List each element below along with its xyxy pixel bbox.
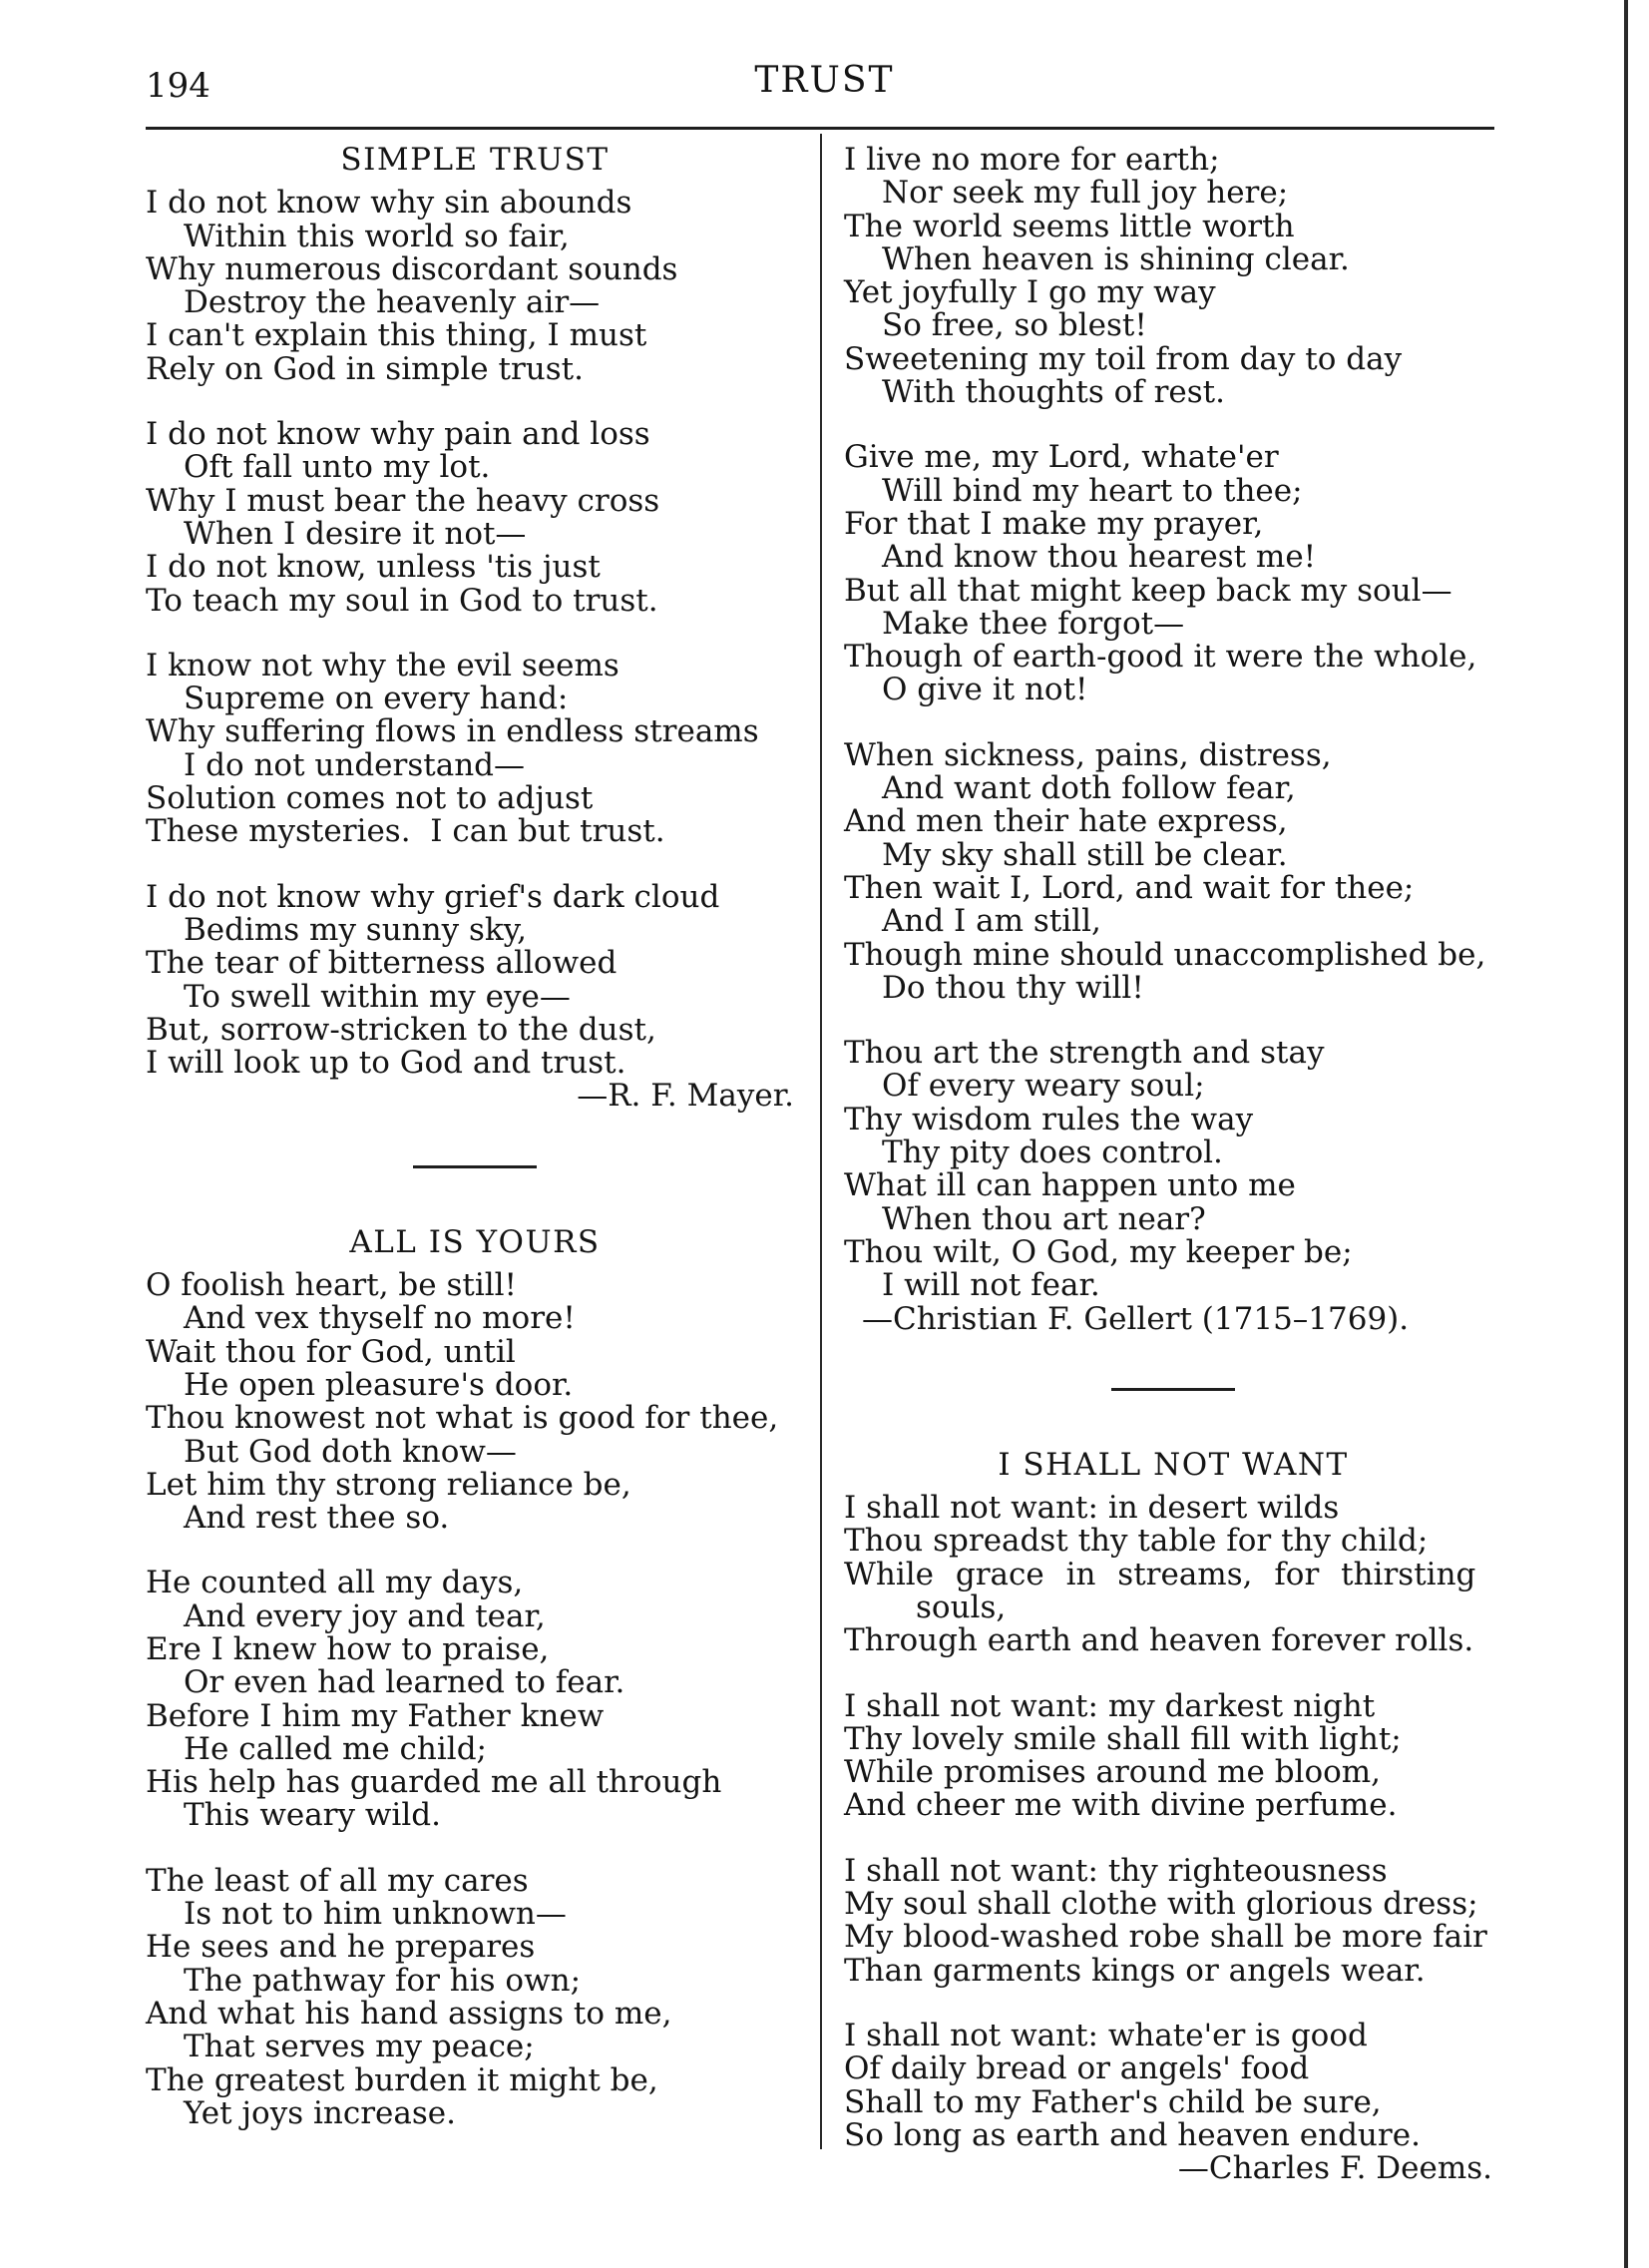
running-head: TRUST xyxy=(754,60,895,101)
verse-line: So free, so blest! xyxy=(882,307,1147,344)
attribution: —R. F. Mayer. xyxy=(577,1078,794,1115)
verse-line: Is not to him unknown— xyxy=(184,1896,567,1933)
verse-line: Thou knowest not what is good for thee, xyxy=(146,1400,779,1437)
verse-line: Bedims my sunny sky, xyxy=(184,911,527,948)
verse-line: I will look up to God and trust. xyxy=(146,1045,626,1082)
verse-line: Within this world so fair, xyxy=(184,218,570,254)
verse-line: His help has guarded me all through xyxy=(146,1764,722,1801)
verse-line: My sky shall still be clear. xyxy=(882,836,1288,873)
verse-line: Of daily bread or angels' food xyxy=(844,2050,1310,2087)
poem-all-is-yours xyxy=(146,1223,804,2131)
verse-line: Shall to my Father's child be sure, xyxy=(844,2083,1382,2120)
page-edge xyxy=(1624,0,1628,2268)
stanza xyxy=(146,1567,804,1832)
verse-line: My blood-washed robe shall be more fair xyxy=(844,1919,1487,1956)
verse-line: And I am still, xyxy=(882,903,1101,940)
stanza xyxy=(146,647,804,850)
verse-line: I shall not want: in desert wilds xyxy=(844,1490,1340,1527)
section-separator xyxy=(1111,1388,1235,1391)
verse-line: But God doth know— xyxy=(184,1433,517,1470)
verse-line: I can't explain this thing, I must xyxy=(146,317,647,354)
stanza xyxy=(146,418,804,618)
stanza xyxy=(844,144,1502,409)
verse-line: I do not know why sin abounds xyxy=(146,185,632,222)
stanza xyxy=(844,736,1502,1006)
verse-line: To teach my soul in God to trust. xyxy=(146,582,658,619)
section-separator xyxy=(413,1165,537,1168)
stanza xyxy=(844,1687,1502,1824)
verse-line: When heaven is shining clear. xyxy=(882,240,1350,277)
verse-line: Than garments kings or angels wear. xyxy=(844,1952,1426,1989)
verse-line: When I desire it not— xyxy=(184,515,527,552)
verse-line: The pathway for his own; xyxy=(184,1962,582,1999)
verse-line: Ere I knew how to praise, xyxy=(146,1630,550,1667)
attribution: —Christian F. Gellert (1715–1769). xyxy=(862,1300,1410,1337)
verse-line: Yet joyfully I go my way xyxy=(844,274,1216,311)
verse-line: Why numerous discordant sounds xyxy=(146,250,678,287)
verse-line: And what his hand assigns to me, xyxy=(146,1995,672,2032)
stanza xyxy=(844,2017,1502,2153)
verse-line: I live no more for earth; xyxy=(844,142,1220,178)
verse-line: The tear of bitterness allowed xyxy=(146,945,618,982)
verse-line: What ill can happen unto me xyxy=(844,1167,1296,1204)
verse-line: For that I make my prayer, xyxy=(844,505,1264,542)
verse-line: Thou wilt, O God, my keeper be; xyxy=(844,1233,1353,1270)
verse-line: I do not know why pain and loss xyxy=(146,416,650,453)
verse-line: And men their hate express, xyxy=(844,803,1288,840)
stanza xyxy=(844,1037,1502,1302)
verse-line: Yet joys increase. xyxy=(184,2094,456,2131)
verse-line: And vex thyself no more! xyxy=(184,1300,576,1337)
verse-line: Of every weary soul; xyxy=(882,1068,1205,1105)
verse-line: Why suffering flows in endless streams xyxy=(146,713,759,750)
stanza xyxy=(146,1862,804,2131)
verse-line: I know not why the evil seems xyxy=(146,647,619,683)
verse-line: And every joy and tear, xyxy=(184,1597,546,1634)
verse-line: To swell within my eye— xyxy=(184,978,571,1015)
verse-line: So long as earth and heaven endure. xyxy=(844,2116,1421,2153)
verse-line: souls, xyxy=(916,1588,1007,1625)
verse-line: Though mine should unaccomplished be, xyxy=(844,936,1486,973)
stanza xyxy=(844,441,1502,706)
verse-line: That serves my peace; xyxy=(184,2029,535,2065)
verse-line: The world seems little worth xyxy=(844,208,1295,244)
verse-line: My soul shall clothe with glorious dress; xyxy=(844,1886,1478,1923)
verse-line: Before I him my Father knew xyxy=(146,1697,605,1734)
verse-line: With thoughts of rest. xyxy=(882,374,1225,411)
verse-line: The greatest burden it might be, xyxy=(146,2061,658,2098)
stanza xyxy=(844,1492,1502,1657)
verse-line: Why I must bear the heavy cross xyxy=(146,482,660,519)
verse-line: He open pleasure's door. xyxy=(184,1366,574,1403)
verse-line: I do not know, unless 'tis just xyxy=(146,549,601,586)
page-number: 194 xyxy=(146,66,210,106)
header-rule xyxy=(146,127,1494,130)
verse-line: I shall not want: whate'er is good xyxy=(844,2017,1368,2053)
verse-line: And want doth follow fear, xyxy=(882,770,1296,807)
verse-line: When thou art near? xyxy=(882,1200,1206,1237)
stanza xyxy=(844,1852,1502,1989)
verse-line: Will bind my heart to thee; xyxy=(882,472,1303,509)
verse-line: While grace in streams, for thirsting xyxy=(844,1556,1476,1592)
verse-line: Though of earth-good it were the whole, xyxy=(844,639,1477,676)
verse-line: These mysteries. I can but trust. xyxy=(146,813,665,850)
verse-line: He sees and he prepares xyxy=(146,1929,536,1966)
verse-line: The least of all my cares xyxy=(146,1862,529,1899)
attribution: —Charles F. Deems. xyxy=(1177,2150,1492,2187)
stanza xyxy=(146,1269,804,1535)
verse-line: Thy wisdom rules the way xyxy=(844,1101,1254,1137)
verse-line: And rest thee so. xyxy=(184,1500,450,1537)
verse-line: Supreme on every hand: xyxy=(184,680,569,717)
verse-line: And know thou hearest me! xyxy=(882,539,1317,576)
poem-title: ALL IS YOURS xyxy=(349,1223,601,1260)
verse-line: Thou spreadst thy table for thy child; xyxy=(844,1523,1429,1560)
verse-line: When sickness, pains, distress, xyxy=(844,736,1332,773)
right-column xyxy=(844,144,1502,2185)
stanza xyxy=(146,878,804,1082)
verse-line: Destroy the heavenly air— xyxy=(184,284,601,321)
verse-line: Nor seek my full joy here; xyxy=(882,175,1289,212)
verse-line: But, sorrow-stricken to the dust, xyxy=(146,1011,656,1048)
stanza xyxy=(146,187,804,386)
verse-line: Or even had learned to fear. xyxy=(184,1664,625,1701)
verse-line: Sweetening my toil from day to day xyxy=(844,340,1403,377)
verse-line: Wait thou for God, until xyxy=(146,1333,516,1370)
verse-line: I do not understand— xyxy=(184,746,525,783)
verse-line: Through earth and heaven forever rolls. xyxy=(844,1622,1474,1659)
poem-i-shall-not-want xyxy=(844,1446,1502,2187)
verse-line: Do thou thy will! xyxy=(882,969,1144,1006)
verse-line: But all that might keep back my soul— xyxy=(844,572,1452,609)
verse-line: I shall not want: my darkest night xyxy=(844,1687,1376,1724)
verse-line: Give me, my Lord, whate'er xyxy=(844,439,1279,476)
verse-line: I will not fear. xyxy=(882,1267,1100,1304)
verse-line: I do not know why grief's dark cloud xyxy=(146,878,720,915)
verse-line: Solution comes not to adjust xyxy=(146,780,594,817)
verse-line: O give it not! xyxy=(882,672,1088,708)
verse-line: And cheer me with divine perfume. xyxy=(844,1787,1398,1824)
verse-line: O foolish heart, be still! xyxy=(146,1267,518,1304)
verse-line: Let him thy strong reliance be, xyxy=(146,1466,631,1503)
verse-line: He called me child; xyxy=(184,1730,487,1767)
verse-line: Make thee forgot— xyxy=(882,605,1185,642)
left-column xyxy=(146,144,804,2130)
verse-line: I shall not want: thy righteousness xyxy=(844,1852,1388,1889)
verse-line: Oft fall unto my lot. xyxy=(184,449,491,486)
verse-line: This weary wild. xyxy=(184,1797,441,1834)
verse-line: He counted all my days, xyxy=(146,1565,524,1601)
verse-line: Thy lovely smile shall fill with light; xyxy=(844,1720,1402,1757)
poem-title: I SHALL NOT WANT xyxy=(998,1446,1349,1483)
verse-line: While promises around me bloom, xyxy=(844,1754,1382,1791)
column-divider xyxy=(820,134,822,2149)
verse-line: Rely on God in simple trust. xyxy=(146,350,584,387)
poem-simple-trust xyxy=(146,144,804,1114)
verse-line: Thou art the strength and stay xyxy=(844,1035,1325,1072)
poem-title: SIMPLE TRUST xyxy=(340,142,610,178)
verse-line: Thy pity does control. xyxy=(882,1134,1223,1171)
poem-gellert xyxy=(844,144,1502,1336)
verse-line: Then wait I, Lord, and wait for thee; xyxy=(844,869,1415,906)
